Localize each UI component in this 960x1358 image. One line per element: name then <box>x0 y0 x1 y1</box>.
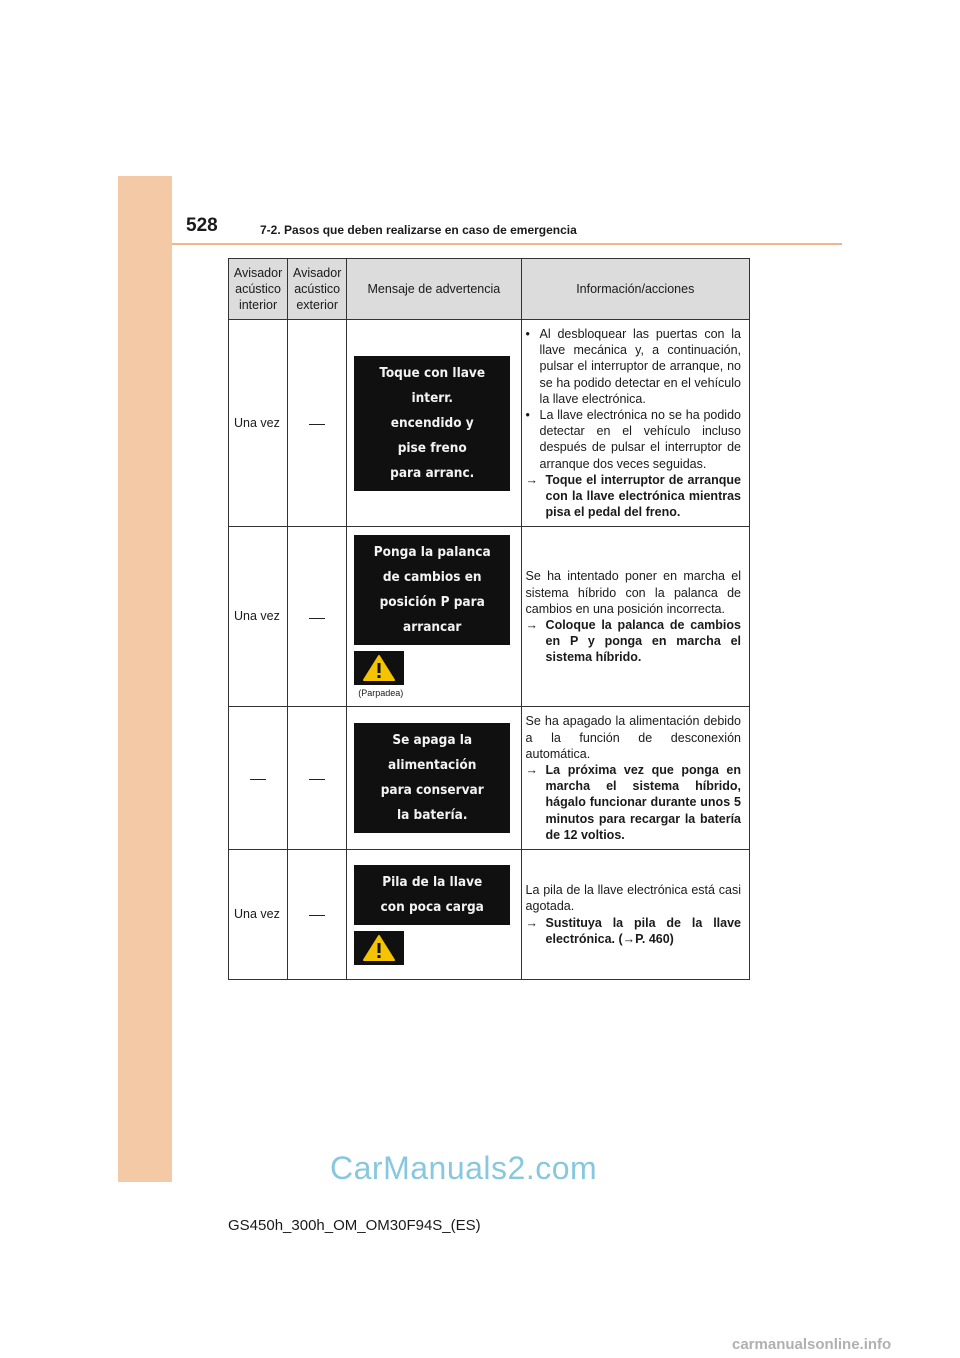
exterior-buzzer-cell <box>288 850 347 980</box>
side-color-band <box>118 176 172 1182</box>
info-bullet <box>526 326 741 407</box>
table-row <box>229 850 750 980</box>
exterior-buzzer-cell <box>288 707 347 850</box>
info-description: Se ha intentado poner en marcha el sistema híbrido con la palanca de cambios en una posición incorrecta. <box>525 569 741 616</box>
blink-note: (Parpadea) <box>358 688 404 699</box>
interior-buzzer-cell: Una vez <box>229 850 288 980</box>
display-line: interr. <box>411 389 453 406</box>
display-line: para arranc. <box>390 464 475 481</box>
display-message-screen <box>354 865 510 925</box>
not-applicable-dash <box>309 915 325 916</box>
display-line: de cambios en <box>382 569 482 586</box>
section-title: 7-2. Pasos que deben realizarse en caso de emergencia <box>260 223 577 237</box>
arrow-icon: → <box>525 472 539 487</box>
display-message-screen <box>354 723 510 833</box>
warning-triangle-icon <box>354 651 404 685</box>
arrow-icon: → <box>525 915 539 930</box>
bullet-mark: • <box>525 408 530 423</box>
display-message-screen <box>354 356 510 491</box>
interior-buzzer-cell <box>229 707 288 850</box>
watermark-carmanualsonline: carmanualsonline.info <box>732 1336 892 1353</box>
bullet-text: Al desbloquear las puertas con la llave mecánica y, a continuación, pulsar el interruptor de arranque, no se ha podido detectar en el vehículo la llave electrónica. <box>539 327 741 406</box>
exterior-buzzer-cell <box>288 527 347 707</box>
arrow-icon: → <box>525 763 539 778</box>
table-row <box>229 707 750 850</box>
footer-document-code: GS450h_300h_OM_OM30F94S_(ES) <box>228 1217 481 1234</box>
arrow-icon: → <box>525 617 539 632</box>
display-message-screen <box>354 535 510 645</box>
action-text: Toque el interruptor de arranque con la llave electrónica mientras pisa el pedal del freno. <box>545 472 741 520</box>
display-line: Ponga la palanca <box>373 544 491 561</box>
warning-message-cell <box>347 527 521 707</box>
info-actions-cell <box>521 850 749 980</box>
not-applicable-dash <box>309 424 325 425</box>
table-header-row <box>229 259 750 320</box>
action-text: La próxima vez que ponga en marcha el sistema híbrido, hágalo funcionar durante unos 5 minutos para recargar la batería de 12 voltios. <box>545 763 741 842</box>
action-text: Coloque la palanca de cambios en P y ponga en marcha el sistema híbrido. <box>545 617 741 665</box>
info-bullet <box>526 407 741 472</box>
info-description: Se ha apagado la alimentación debido a la función de desconexión automática. <box>525 714 741 761</box>
header-interior-buzzer: Avisador acústico interior <box>229 259 288 320</box>
warning-message-cell <box>347 320 521 527</box>
display-line: para conservar <box>380 782 484 799</box>
watermark-carmanuals2: CarManuals2.com <box>330 1150 598 1186</box>
page-number: 528 <box>186 215 218 236</box>
header-exterior-buzzer: Avisador acústico exterior <box>288 259 347 320</box>
not-applicable-dash <box>250 779 266 780</box>
table-row <box>229 527 750 707</box>
info-description: La pila de la llave electrónica está casi agotada. <box>525 883 741 914</box>
warning-message-cell <box>347 850 521 980</box>
info-action <box>526 617 741 666</box>
warning-message-cell <box>347 707 521 850</box>
interior-buzzer-cell: Una vez <box>229 320 288 527</box>
header-warning-message: Mensaje de advertencia <box>347 259 521 320</box>
display-line: la batería. <box>396 807 468 824</box>
bullet-text: La llave electrónica no se ha podido detectar en el vehículo incluso después de pulsar el interruptor de arranque dos veces seguidas. <box>539 408 741 471</box>
info-action <box>526 472 741 521</box>
header-info-actions: Información/acciones <box>521 259 749 320</box>
interior-buzzer-cell: Una vez <box>229 527 288 707</box>
bullet-mark: • <box>525 327 530 341</box>
info-actions-cell <box>521 320 749 527</box>
exterior-buzzer-cell <box>288 320 347 527</box>
not-applicable-dash <box>309 779 325 780</box>
not-applicable-dash <box>309 618 325 619</box>
display-line: con poca carga <box>380 898 484 915</box>
action-text: Sustituya la pila de la llave electrónica. (→P. 460) <box>545 915 741 946</box>
warning-message-table <box>228 258 750 980</box>
warning-triangle-icon <box>354 931 404 965</box>
header-rule <box>172 243 842 245</box>
display-line: alimentación <box>388 757 477 774</box>
info-actions-cell <box>521 707 749 850</box>
info-action <box>526 915 741 947</box>
display-line: posición P para <box>379 594 485 611</box>
info-action <box>526 762 741 843</box>
display-line: Se apaga la <box>392 732 473 749</box>
display-line: arrancar <box>403 619 462 636</box>
display-line: encendido y <box>390 414 474 431</box>
table-row <box>229 320 750 527</box>
display-line: pise freno <box>397 439 467 456</box>
display-line: Toque con llave <box>379 364 486 381</box>
display-line: Pila de la llave <box>382 873 483 890</box>
info-actions-cell <box>521 527 749 707</box>
